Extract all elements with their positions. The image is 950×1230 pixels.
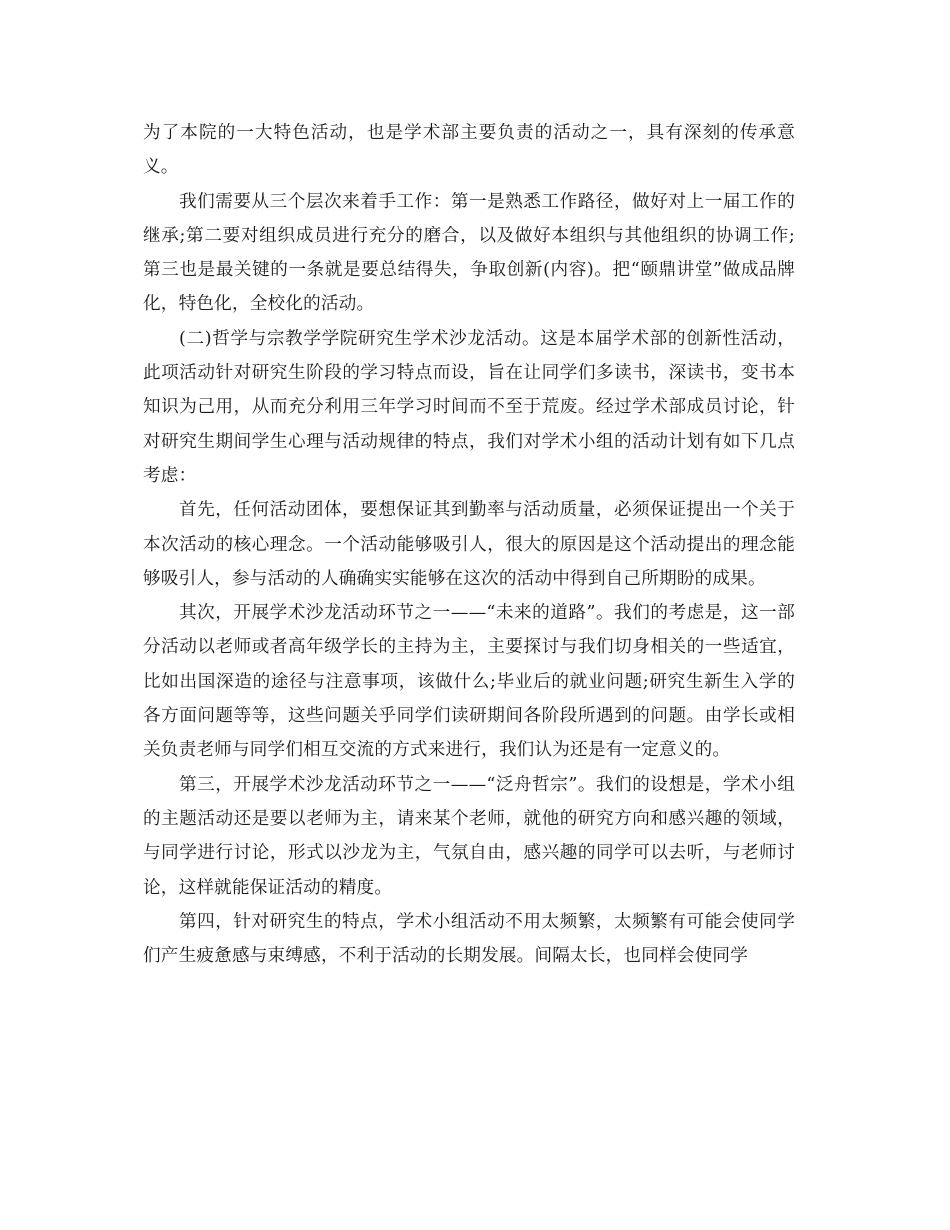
paragraph-5: 其次，开展学术沙龙活动环节之一——“未来的道路”。我们的考虑是，这一部分活动以老师或者高年级学长的主持为主，主要探讨与我们切身相关的一些适宜，比如出国深造的途径与注意事项，该做什么;毕业后的就业问题;研究生新生入学的各方面问题等等，这些问题关乎同学们读研期间各阶段所遇到的问题。由学长或相关负责老师与同学们相互交流的方式来进行，我们认为还是有一定意义的。: [143, 603, 795, 761]
paragraph-2: 我们需要从三个层次来着手工作：第一是熟悉工作路径，做好对上一届工作的继承;第二要对组织成员进行充分的磨合，以及做好本组织与其他组织的协调工作;第三也是最关键的一条就是要总结得失，争取创新(内容)。把“颐鼎讲堂”做成品牌化，特色化，全校化的活动。: [143, 191, 795, 315]
paragraph-7: 第四，针对研究生的特点，学术小组活动不用太频繁，太频繁有可能会使同学们产生疲惫感与束缚感，不利于活动的长期发展。间隔太长，也同样会使同学: [143, 911, 795, 967]
paragraph-6: 第三，开展学术沙龙活动环节之一——“泛舟哲宗”。我们的设想是，学术小组的主题活动还是要以老师为主，请来某个老师，就他的研究方向和感兴趣的领域，与同学进行讨论，形式以沙龙为主，气氛自由，感兴趣的同学可以去听，与老师讨论，这样就能保证活动的精度。: [143, 774, 795, 898]
document-body: [143, 116, 795, 973]
paragraph-1: 为了本院的一大特色活动，也是学术部主要负责的活动之一，具有深刻的传承意义。: [143, 123, 795, 178]
paragraph-3: (二)哲学与宗教学学院研究生学术沙龙活动。这是本届学术部的创新性活动，此项活动针对研究生阶段的学习特点而设，旨在让同学们多读书，深读书，变书本知识为己用，从而充分利用三年学习时间而不至于荒废。经过学术部成员讨论，针对研究生期间学生心理与活动规律的特点，我们对学术小组的活动计划有如下几点考虑：: [143, 328, 795, 486]
paragraph-4: 首先，任何活动团体，要想保证其到勤率与活动质量，必须保证提出一个关于本次活动的核心理念。一个活动能够吸引人，很大的原因是这个活动提出的理念能够吸引人，参与活动的人确确实实能够在这次的活动中得到自己所期盼的成果。: [143, 500, 795, 589]
